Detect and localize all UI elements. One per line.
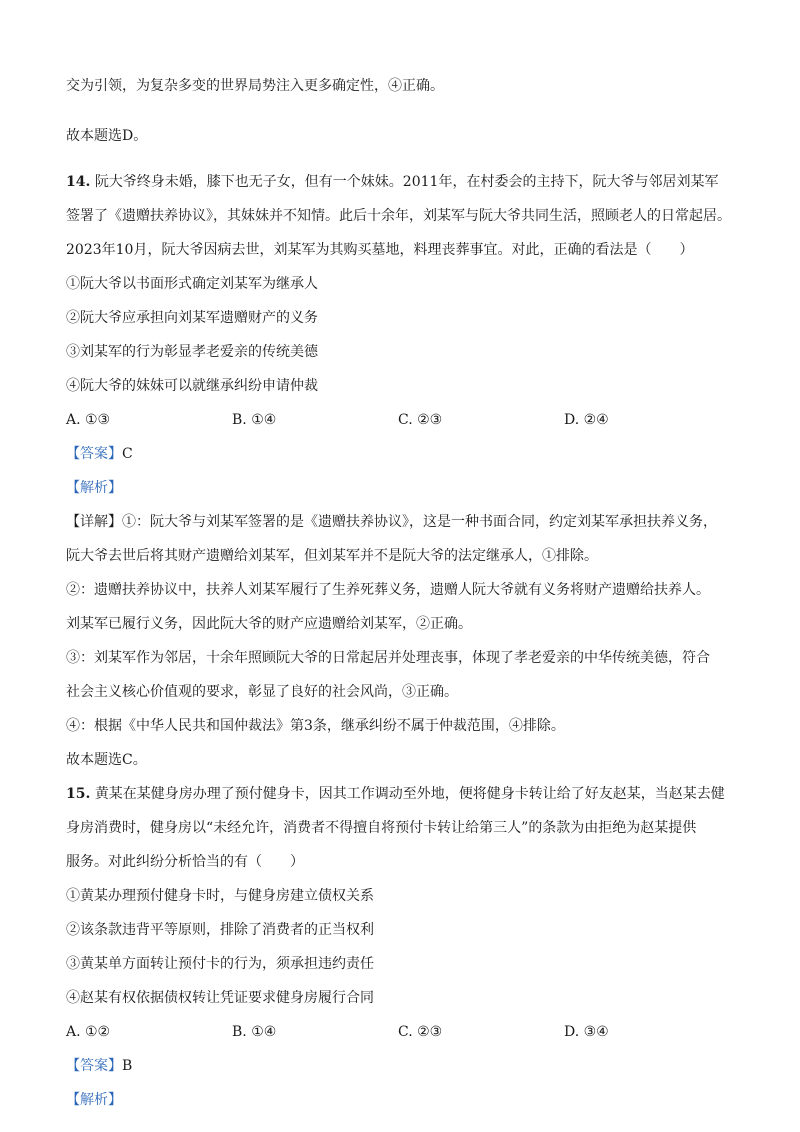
q14-detail-line-6: 社会主义核心价值观的要求，彰显了良好的社会风尚，③正确。 <box>66 684 458 700</box>
q15-option-c: C. ②③ <box>398 1024 443 1040</box>
q14-stem-line-1 <box>66 172 740 192</box>
q15-stem-line-3: 服务。对此纠纷分析恰当的有（ ） <box>66 854 304 870</box>
q15-statement-1: ①黄某办理预付健身卡时，与健身房建立债权关系 <box>66 888 374 904</box>
q14-answer-value: C <box>122 446 133 462</box>
q14-option-c: C. ②③ <box>398 412 443 428</box>
q14-number: 14. <box>66 174 91 190</box>
q14-stem-line-3: 2023年10月，阮大爷因病去世，刘某军为其购买墓地，料理丧葬事宜。对此，正确的看法是（ ） <box>66 242 694 258</box>
q14-statement-4: ④阮大爷的妹妹可以就继承纠纷申请仲裁 <box>66 378 318 394</box>
q14-detail-line-4: 刘某军已履行义务，因此阮大爷的财产应遗赠给刘某军，②正确。 <box>66 616 472 632</box>
q15-stem-line-1 <box>66 784 740 804</box>
q15-analysis-tag <box>66 1090 740 1110</box>
q15-statement-4: ④赵某有权依据债权转让凭证要求健身房履行合同 <box>66 990 374 1006</box>
q15-option-b: B. ①④ <box>232 1024 277 1040</box>
q15-number: 15. <box>66 786 91 802</box>
q14-answer <box>66 444 740 464</box>
q15-stem-line-2: 身房消费时，健身房以“未经允许，消费者不得擅自将预付卡转让给第三人”的条款为由拒绝为赵某提供 <box>66 820 697 836</box>
q15-answer-tag: 【答案】 <box>66 1058 122 1074</box>
q14-detail-line-7: ④：根据《中华人民共和国仲裁法》第3条，继承纠纷不属于仲裁范围，④排除。 <box>66 718 565 734</box>
q15-answer-value: B <box>122 1058 133 1074</box>
q14-statement-3: ③刘某军的行为彰显孝老爱亲的传统美德 <box>66 344 318 360</box>
q14-answer-tag: 【答案】 <box>66 446 122 462</box>
q14-detail-line-2: 阮大爷去世后将其财产遗赠给刘某军，但刘某军并不是阮大爷的法定继承人，①排除。 <box>66 548 598 564</box>
q15-statement-3: ③黄某单方面转让预付卡的行为，须承担违约责任 <box>66 956 374 972</box>
q14-option-a: A. ①③ <box>66 412 111 428</box>
q14-stem-line-2: 签署了《遗赠扶养协议》，其妹妹并不知情。此后十余年，刘某军与阮大爷共同生活，照顾老人的日常起居。 <box>66 208 731 224</box>
q14-stem-text-1: 阮大爷终身未婚，膝下也无子女，但有一个妹妹。2011年，在村委会的主持下，阮大爷与邻居刘某军 <box>94 174 719 190</box>
q15-statement-2: ②该条款违背平等原则，排除了消费者的正当权利 <box>66 922 374 938</box>
intro-conclusion: 故本题选D。 <box>66 128 148 144</box>
q14-detail-line-5: ③：刘某军作为邻居，十余年照顾阮大爷的日常起居并处理丧事，体现了孝老爱亲的中华传统美德，符合 <box>66 650 710 666</box>
q15-stem-text-1: 黄某在某健身房办理了预付健身卡，因其工作调动至外地，便将健身卡转让给了好友赵某，当赵某去健 <box>94 786 725 802</box>
q14-conclusion: 故本题选C。 <box>66 752 147 768</box>
q15-option-d: D. ③④ <box>564 1024 609 1040</box>
intro-line-1: 交为引领，为复杂多变的世界局势注入更多确定性，④正确。 <box>66 78 444 94</box>
q14-detail-line-3: ②：遗赠扶养协议中，扶养人刘某军履行了生养死葬义务，遗赠人阮大爷就有义务将财产遗赠给扶养人。 <box>66 582 710 598</box>
q14-option-d: D. ②④ <box>564 412 609 428</box>
q14-detail-tag: 【详解】 <box>66 514 122 530</box>
q14-analysis-label: 【解析】 <box>66 480 122 496</box>
q14-statement-1: ①阮大爷以书面形式确定刘某军为继承人 <box>66 276 318 292</box>
q15-option-a: A. ①② <box>66 1024 111 1040</box>
q14-statement-2: ②阮大爷应承担向刘某军遗赠财产的义务 <box>66 310 318 326</box>
q15-analysis-label: 【解析】 <box>66 1092 122 1108</box>
q15-answer <box>66 1056 740 1076</box>
q14-detail-text-1: ①：阮大爷与刘某军签署的是《遗赠扶养协议》，这是一种书面合同，约定刘某军承担扶养义务， <box>122 514 717 530</box>
q14-analysis-tag <box>66 478 740 498</box>
q14-option-b: B. ①④ <box>232 412 277 428</box>
q14-detail-line-1 <box>66 512 740 532</box>
